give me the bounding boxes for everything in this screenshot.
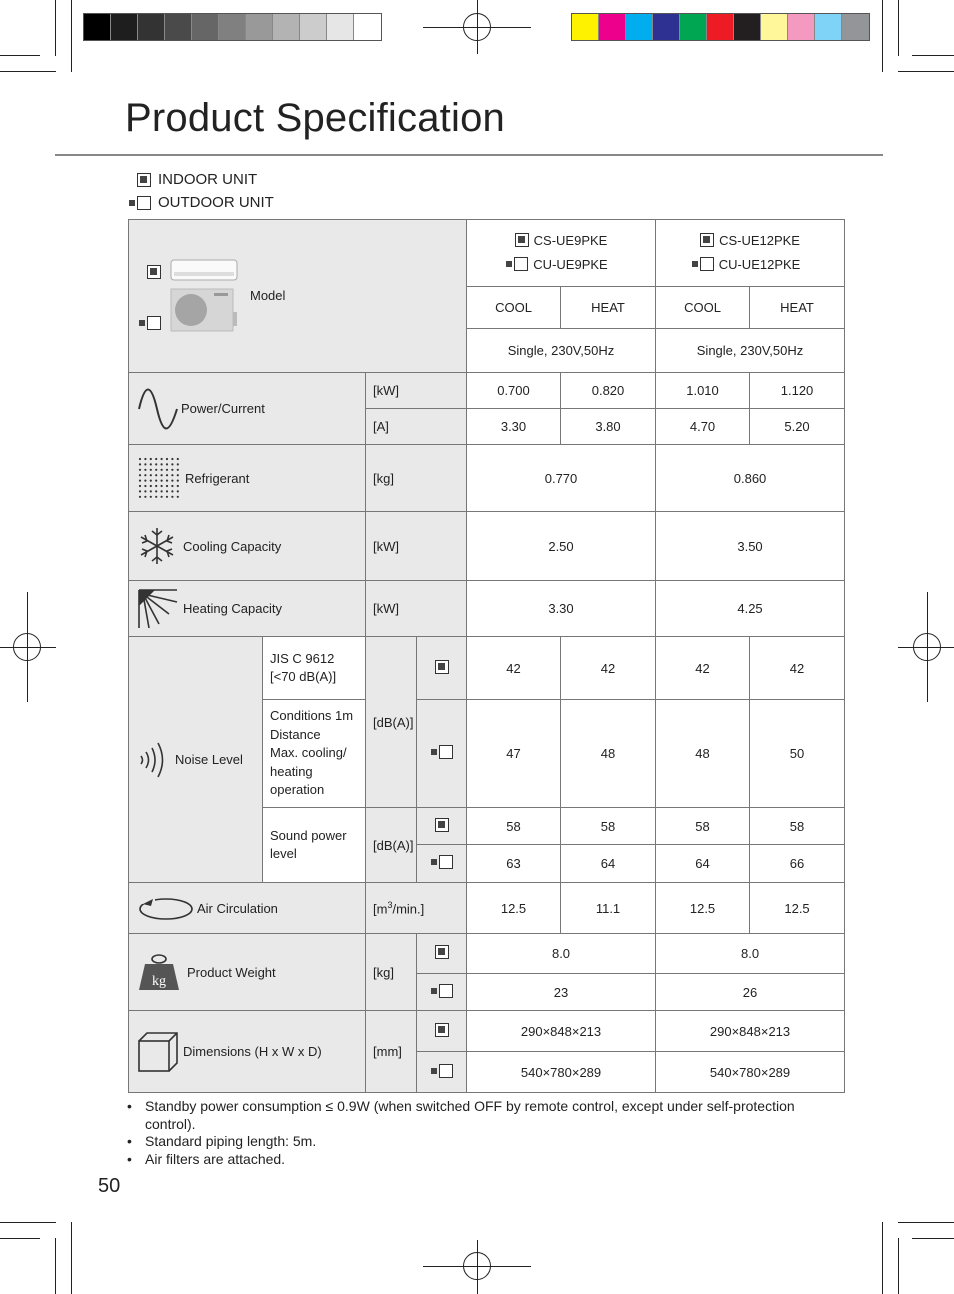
value-cell: 290×848×213 xyxy=(656,1011,845,1052)
air-unit-post: /min.] xyxy=(392,901,425,917)
conditions-cell xyxy=(263,700,366,808)
outdoor-unit-icon-cell xyxy=(417,1052,467,1093)
conditions-line: Conditions 1m xyxy=(270,708,354,724)
value-cell: 11.1 xyxy=(561,883,656,934)
dimensions-header xyxy=(129,1011,366,1093)
value-cell: 66 xyxy=(750,845,845,883)
crop-mark xyxy=(55,1238,56,1294)
value-cell: 540×780×289 xyxy=(656,1052,845,1093)
air-header xyxy=(129,883,366,934)
value-cell: 5.20 xyxy=(750,409,845,445)
grayscale-bar xyxy=(83,13,382,41)
value-cell: 8.0 xyxy=(467,934,656,974)
unit-cell: [kW] xyxy=(366,373,467,409)
indoor-unit-icon xyxy=(435,1023,449,1037)
outdoor-unit-icon-cell xyxy=(417,845,467,883)
footnotes xyxy=(127,1098,817,1168)
value-cell: 58 xyxy=(561,808,656,845)
indoor-unit-icon xyxy=(435,660,449,674)
jis-line: [<70 dB(A)] xyxy=(270,669,337,684)
outdoor-unit-icon xyxy=(439,1064,453,1078)
value-cell: 0.860 xyxy=(656,445,845,512)
power-supply-cell: Single, 230V,50Hz xyxy=(656,329,845,373)
bullet: • xyxy=(127,1133,132,1149)
value-cell: 540×780×289 xyxy=(467,1052,656,1093)
value-cell: 58 xyxy=(467,808,561,845)
unit-cell: [kW] xyxy=(366,581,467,637)
value-cell: 8.0 xyxy=(656,934,845,974)
value-cell: 64 xyxy=(561,845,656,883)
value-cell: 48 xyxy=(656,700,750,808)
indoor-unit-icon-cell xyxy=(417,808,467,845)
value-cell: 47 xyxy=(467,700,561,808)
spec-table xyxy=(128,219,845,1093)
value-cell: 58 xyxy=(656,808,750,845)
footnote xyxy=(127,1151,817,1169)
unit-cell: [kg] xyxy=(366,445,467,512)
bullet: • xyxy=(127,1098,132,1114)
registration-mark xyxy=(0,647,56,648)
conditions-line: Max. cooling/ xyxy=(270,745,347,761)
air-circulation-icon xyxy=(137,894,195,922)
value-cell: 12.5 xyxy=(750,883,845,934)
outdoor-unit-picture xyxy=(170,288,240,334)
mode-cell: COOL xyxy=(467,287,561,329)
value-cell: 4.25 xyxy=(656,581,845,637)
value-cell: 4.70 xyxy=(656,409,750,445)
sine-wave-icon xyxy=(137,385,179,433)
model-indoor-2: CS-UE12PKE xyxy=(719,233,800,248)
value-cell: 26 xyxy=(656,974,845,1011)
power-current-label: Power/Current xyxy=(181,401,265,416)
model-outdoor-2: CU-UE12PKE xyxy=(718,257,801,272)
heat-rays-icon xyxy=(137,588,179,630)
value-cell: 0.700 xyxy=(467,373,561,409)
indoor-unit-picture xyxy=(170,258,240,284)
registration-mark xyxy=(477,1240,478,1294)
outdoor-unit-icon xyxy=(147,316,161,330)
crop-mark xyxy=(898,1238,899,1294)
value-cell: 58 xyxy=(750,808,845,845)
box-dimensions-icon xyxy=(137,1031,179,1073)
value-cell: 48 xyxy=(561,700,656,808)
indoor-unit-icon xyxy=(435,818,449,832)
value-cell: 12.5 xyxy=(656,883,750,934)
model-col2-cell xyxy=(656,220,845,287)
color-bar xyxy=(571,13,870,41)
crop-mark xyxy=(912,1238,954,1239)
crop-mark xyxy=(898,1222,954,1223)
sound-power-cell xyxy=(263,808,366,883)
indoor-unit-icon xyxy=(700,233,714,247)
mode-cell: HEAT xyxy=(750,287,845,329)
air-unit-sup: 3 xyxy=(387,899,393,910)
weight-kg-icon xyxy=(137,952,181,992)
registration-mark xyxy=(927,592,928,702)
value-cell: 64 xyxy=(656,845,750,883)
footnote xyxy=(127,1133,817,1151)
outdoor-unit-icon xyxy=(700,257,714,271)
model-label: Model xyxy=(250,288,286,303)
crop-mark xyxy=(55,0,56,56)
indoor-unit-icon xyxy=(435,945,449,959)
footnote-text: Standby power consumption ≤ 0.9W (when switched OFF by remote control, except under self-protection control). xyxy=(145,1098,795,1132)
indoor-unit-icon xyxy=(515,233,529,247)
value-cell: 42 xyxy=(561,637,656,700)
snowflake-icon xyxy=(137,526,177,566)
indoor-unit-icon xyxy=(137,173,151,187)
value-cell: 42 xyxy=(656,637,750,700)
model-indoor-1: CS-UE9PKE xyxy=(533,233,608,248)
jis-line: JIS C 9612 xyxy=(270,650,335,666)
jis-cell xyxy=(263,637,366,700)
power-supply-cell: Single, 230V,50Hz xyxy=(467,329,656,373)
noise-label: Noise Level xyxy=(175,752,243,767)
legend-outdoor xyxy=(137,194,274,211)
value-cell: 1.120 xyxy=(750,373,845,409)
registration-mark xyxy=(27,592,28,702)
legend-indoor-label: INDOOR UNIT xyxy=(158,171,258,188)
crop-mark xyxy=(882,1222,883,1294)
refrigerant-label: Refrigerant xyxy=(185,470,250,486)
footnote-text: Standard piping length: 5m. xyxy=(145,1133,317,1149)
value-cell: 3.30 xyxy=(467,581,656,637)
indoor-unit-icon-cell xyxy=(417,637,467,700)
model-outdoor-1: CU-UE9PKE xyxy=(533,257,608,272)
outdoor-unit-icon xyxy=(439,745,453,759)
refrigerant-header xyxy=(129,445,366,512)
dimensions-label: Dimensions (H x W x D) xyxy=(183,1044,322,1059)
page-title: Product Specification xyxy=(125,96,505,140)
model-col1-cell xyxy=(467,220,656,287)
conditions-line: heating xyxy=(270,763,313,779)
cooling-label: Cooling Capacity xyxy=(183,538,282,554)
legend-indoor xyxy=(137,171,257,188)
value-cell: 3.30 xyxy=(467,409,561,445)
cooling-header xyxy=(129,512,366,581)
value-cell: 23 xyxy=(467,974,656,1011)
weight-label: Product Weight xyxy=(187,964,276,980)
unit-cell: [A] xyxy=(366,409,467,445)
heating-label: Heating Capacity xyxy=(183,601,282,616)
value-cell: 42 xyxy=(750,637,845,700)
outdoor-unit-icon xyxy=(439,984,453,998)
registration-mark xyxy=(477,0,478,54)
crop-mark xyxy=(0,1238,40,1239)
page-number: 50 xyxy=(98,1175,121,1197)
legend-outdoor-label: OUTDOOR UNIT xyxy=(158,194,274,211)
air-label: Air Circulation xyxy=(197,900,278,916)
footnote-text: Air filters are attached. xyxy=(145,1150,286,1167)
unit-cell: [dB(A)] xyxy=(366,808,417,883)
value-cell: 1.010 xyxy=(656,373,750,409)
crop-mark xyxy=(912,55,954,56)
weight-header xyxy=(129,934,366,1011)
air-unit-pre: [m xyxy=(373,901,388,917)
value-cell: 3.80 xyxy=(561,409,656,445)
value-cell: 2.50 xyxy=(467,512,656,581)
crop-mark xyxy=(71,0,72,72)
weight-icon-text: kg xyxy=(152,974,166,989)
value-cell: 3.50 xyxy=(656,512,845,581)
value-cell: 42 xyxy=(467,637,561,700)
outdoor-unit-icon-cell xyxy=(417,700,467,808)
title-divider xyxy=(55,154,883,156)
sound-waves-icon xyxy=(137,740,171,780)
conditions-line: operation xyxy=(270,782,325,798)
unit-cell: [kW] xyxy=(366,512,467,581)
value-cell: 0.770 xyxy=(467,445,656,512)
outdoor-unit-icon xyxy=(137,196,151,210)
outdoor-unit-icon xyxy=(439,855,453,869)
power-current-header xyxy=(129,373,366,445)
outdoor-unit-icon xyxy=(514,257,528,271)
unit-cell: [mm] xyxy=(366,1011,417,1093)
crop-mark xyxy=(0,71,56,72)
conditions-line: Distance xyxy=(270,726,321,742)
outdoor-unit-icon-cell xyxy=(417,974,467,1011)
sound-power-line: Sound power xyxy=(270,827,347,843)
unit-cell: [kg] xyxy=(366,934,417,1011)
value-cell: 0.820 xyxy=(561,373,656,409)
crop-mark xyxy=(898,71,954,72)
model-header-cell xyxy=(129,220,467,373)
registration-mark xyxy=(898,647,954,648)
mode-cell: HEAT xyxy=(561,287,656,329)
bullet: • xyxy=(127,1150,132,1167)
value-cell: 50 xyxy=(750,700,845,808)
heating-header xyxy=(129,581,366,637)
crop-mark xyxy=(0,55,40,56)
crop-mark xyxy=(882,0,883,72)
crop-mark xyxy=(0,1222,56,1223)
unit-cell xyxy=(366,883,467,934)
refrigerant-dots-icon xyxy=(137,456,181,500)
sound-power-line: level xyxy=(270,846,297,861)
noise-header xyxy=(129,637,263,883)
value-cell: 12.5 xyxy=(467,883,561,934)
indoor-unit-icon xyxy=(147,265,161,279)
crop-mark xyxy=(71,1222,72,1294)
indoor-unit-icon-cell xyxy=(417,934,467,974)
indoor-unit-icon-cell xyxy=(417,1011,467,1052)
value-cell: 63 xyxy=(467,845,561,883)
footnote xyxy=(127,1098,817,1133)
crop-mark xyxy=(898,0,899,56)
value-cell: 290×848×213 xyxy=(467,1011,656,1052)
mode-cell: COOL xyxy=(656,287,750,329)
unit-cell: [dB(A)] xyxy=(366,637,417,808)
